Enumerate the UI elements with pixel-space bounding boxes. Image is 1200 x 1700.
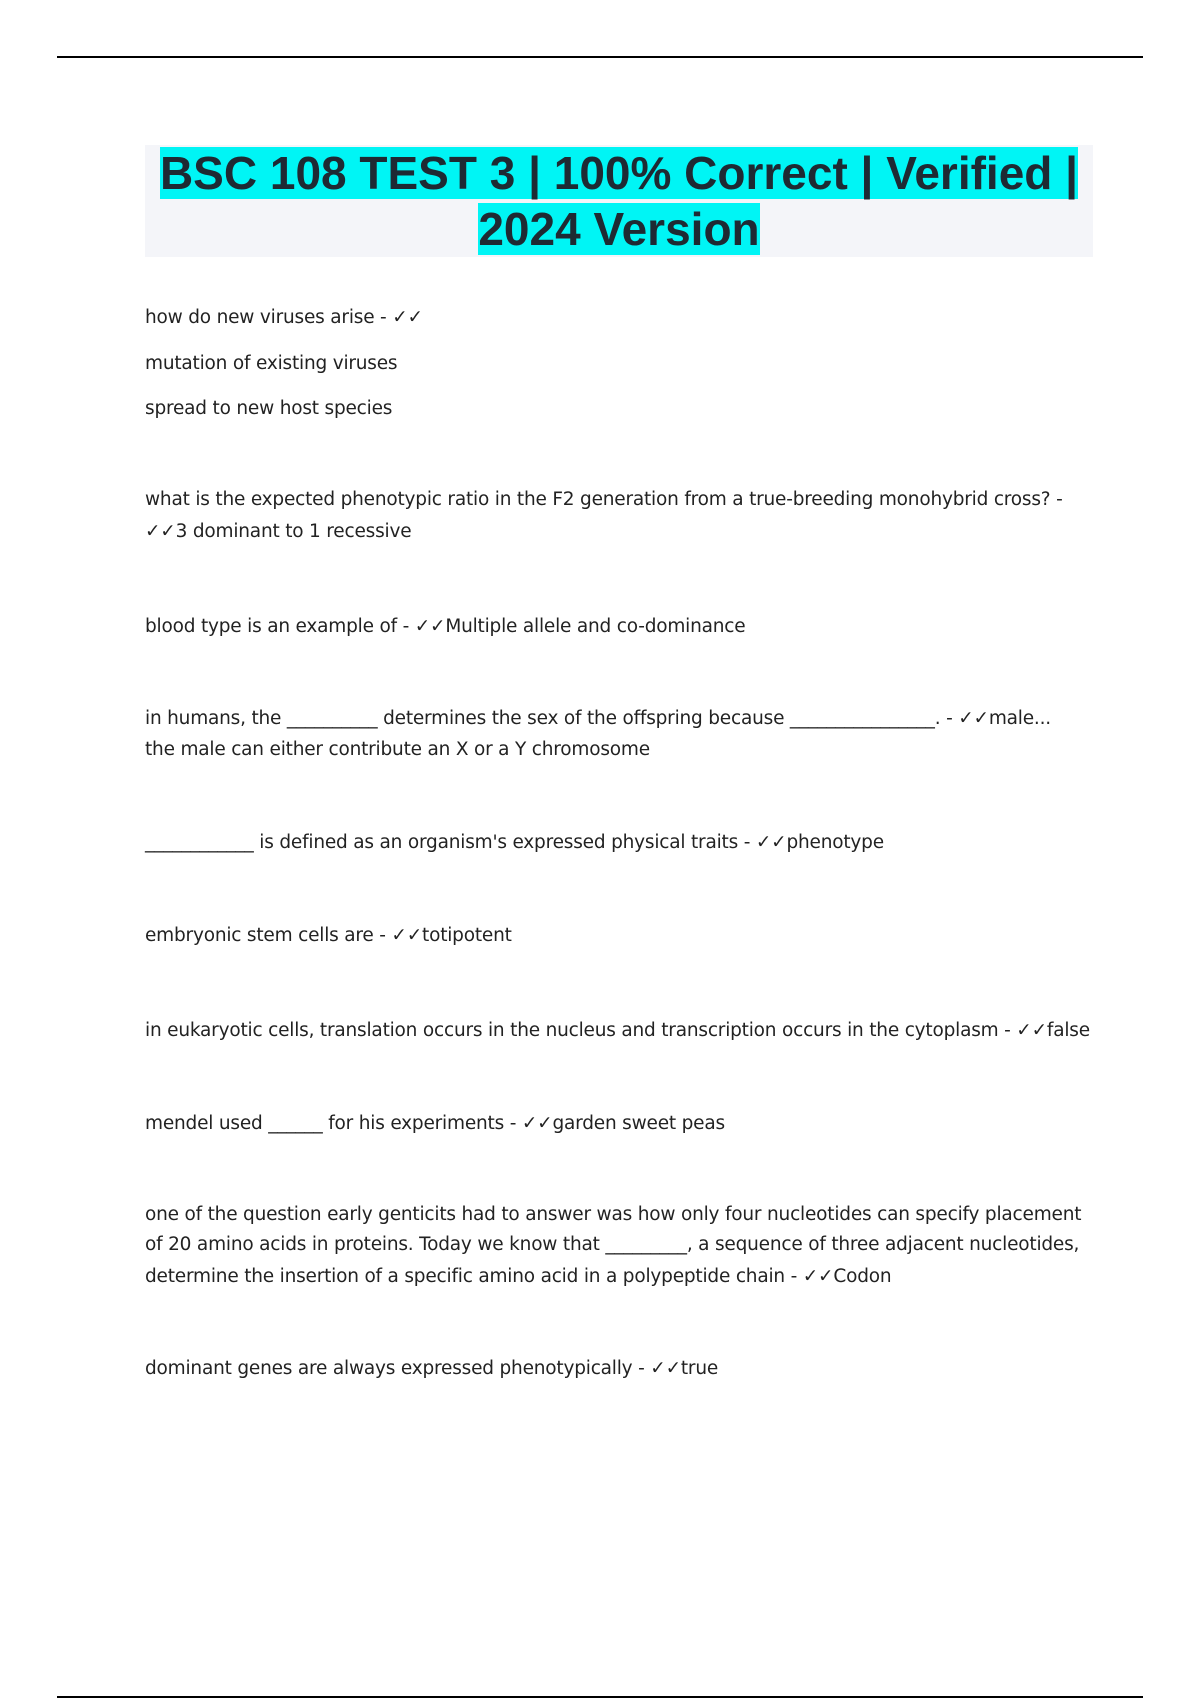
question-9-line-2: of 20 amino acids in proteins. Today we know that _________, a sequence of three adjacent nucleotides, [145, 1234, 1080, 1255]
question-4-line-2: the male can either contribute an X or a Y chromosome [145, 739, 650, 760]
question-10: dominant genes are always expressed phenotypically - ✓✓true [145, 1358, 719, 1379]
top-rule [57, 56, 1143, 58]
question-1: how do new viruses arise - ✓✓ [145, 307, 423, 328]
bottom-rule [57, 1696, 1143, 1698]
question-2-line-1: what is the expected phenotypic ratio in the F2 generation from a true-breeding monohybrid cross? - [145, 489, 1063, 510]
question-3: blood type is an example of - ✓✓Multiple allele and co-dominance [145, 616, 746, 637]
answer-1-line-1: mutation of existing viruses [145, 353, 398, 374]
question-8: mendel used ______ for his experiments - ✓✓garden sweet peas [145, 1113, 725, 1134]
question-7: in eukaryotic cells, translation occurs in the nucleus and transcription occurs in the cytoplasm - ✓✓false [145, 1020, 1090, 1041]
question-6: embryonic stem cells are - ✓✓totipotent [145, 925, 512, 946]
answer-1-line-2: spread to new host species [145, 398, 393, 419]
document-title [145, 145, 1093, 257]
question-2-line-2: ✓✓3 dominant to 1 recessive [145, 521, 412, 542]
question-4-line-1: in humans, the __________ determines the sex of the offspring because ________________. - ✓✓male... [145, 708, 1051, 729]
title-highlight: BSC 108 TEST 3 | 100% Correct | Verified | 2024 Version [159, 147, 1079, 255]
question-9-line-1: one of the question early genticits had to answer was how only four nucleotides can specify placement [145, 1204, 1082, 1225]
question-9-line-3: determine the insertion of a specific amino acid in a polypeptide chain - ✓✓Codon [145, 1266, 892, 1287]
question-5: ____________ is defined as an organism's expressed physical traits - ✓✓phenotype [145, 832, 884, 853]
